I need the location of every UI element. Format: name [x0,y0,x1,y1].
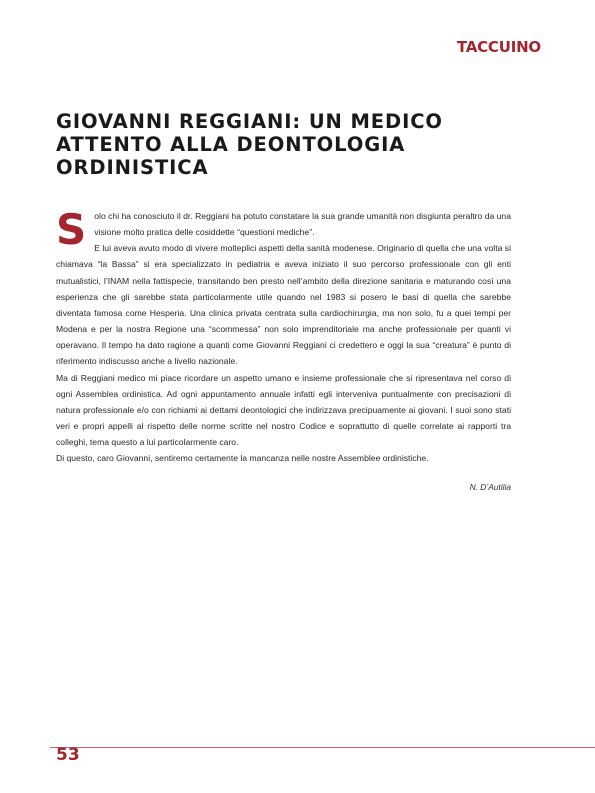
paragraph-2: E lui aveva avuto modo di vivere molteplici aspetti della sanità modenese. Originario di quella che una volta si chiamava “la Bassa” si era specializzato in pediatria e aveva iniziato il suo percorso professionale con gli enti mutualistici, l’INAM nella fattispecie, transitando ben presto nell’ambito della direzione sanitaria e maturando così una esperienza che gli sarebbe stata particolarmente utile quando nel 1983 si posero le basi di quella che sarebbe diventata famosa come Hesperia. Una clinica privata centrata sulla cardiochirurgia, ma non solo, fu a quei tempi per Modena e per la nostra Regione una “scommessa” non solo imprenditoriale ma anche professionale per quanti vi operavano. Il tempo ha dato ragione a quanti come Giovanni Reggiani ci credettero e oggi la sua “creatura” è punto di riferimento indiscusso anche a livello nazionale. [56,243,511,367]
article-title: GIOVANNI REGGIANI: UN MEDICO ATTENTO ALLA DEONTOLOGIA ORDINISTICA [56,110,443,179]
footer-rule [50,747,595,748]
paragraph-3: Ma di Reggiani medico mi piace ricordare un aspetto umano e insieme professionale che si ripresentava nel corso di ogni Assemblea ordinistica. Ad ogni appuntamento annuale infatti egli interveniva puntualmente con precisazioni di natura professionale e/o con richiami ai dettami deontologici che indirizzava precipuamente ai giovani. I suoi sono stati veri e propri appelli al rispetto delle norme scritte nel nostro Codice e soprattutto di quelle correlate ai rapporti tra colleghi, tema questo a lui particolarmente caro. [56,372,511,448]
page-number: 53 [56,745,80,765]
paragraph-1 [56,205,511,254]
article-body [56,205,511,467]
drop-cap: S [56,205,87,254]
author-signature: N. D’Autilia [469,482,511,492]
section-label: TACCUINO [456,38,541,56]
paragraph-1-text: olo chi ha conosciuto il dr. Reggiani ha potuto constatare la sua grande umanità non disgiunta peraltro da una visione molto pratica delle cosiddette “questioni mediche”. [94,211,511,238]
paragraph-4: Di questo, caro Giovanni, sentiremo certamente la mancanza nelle nostre Assemblee ordinistiche. [56,453,429,464]
